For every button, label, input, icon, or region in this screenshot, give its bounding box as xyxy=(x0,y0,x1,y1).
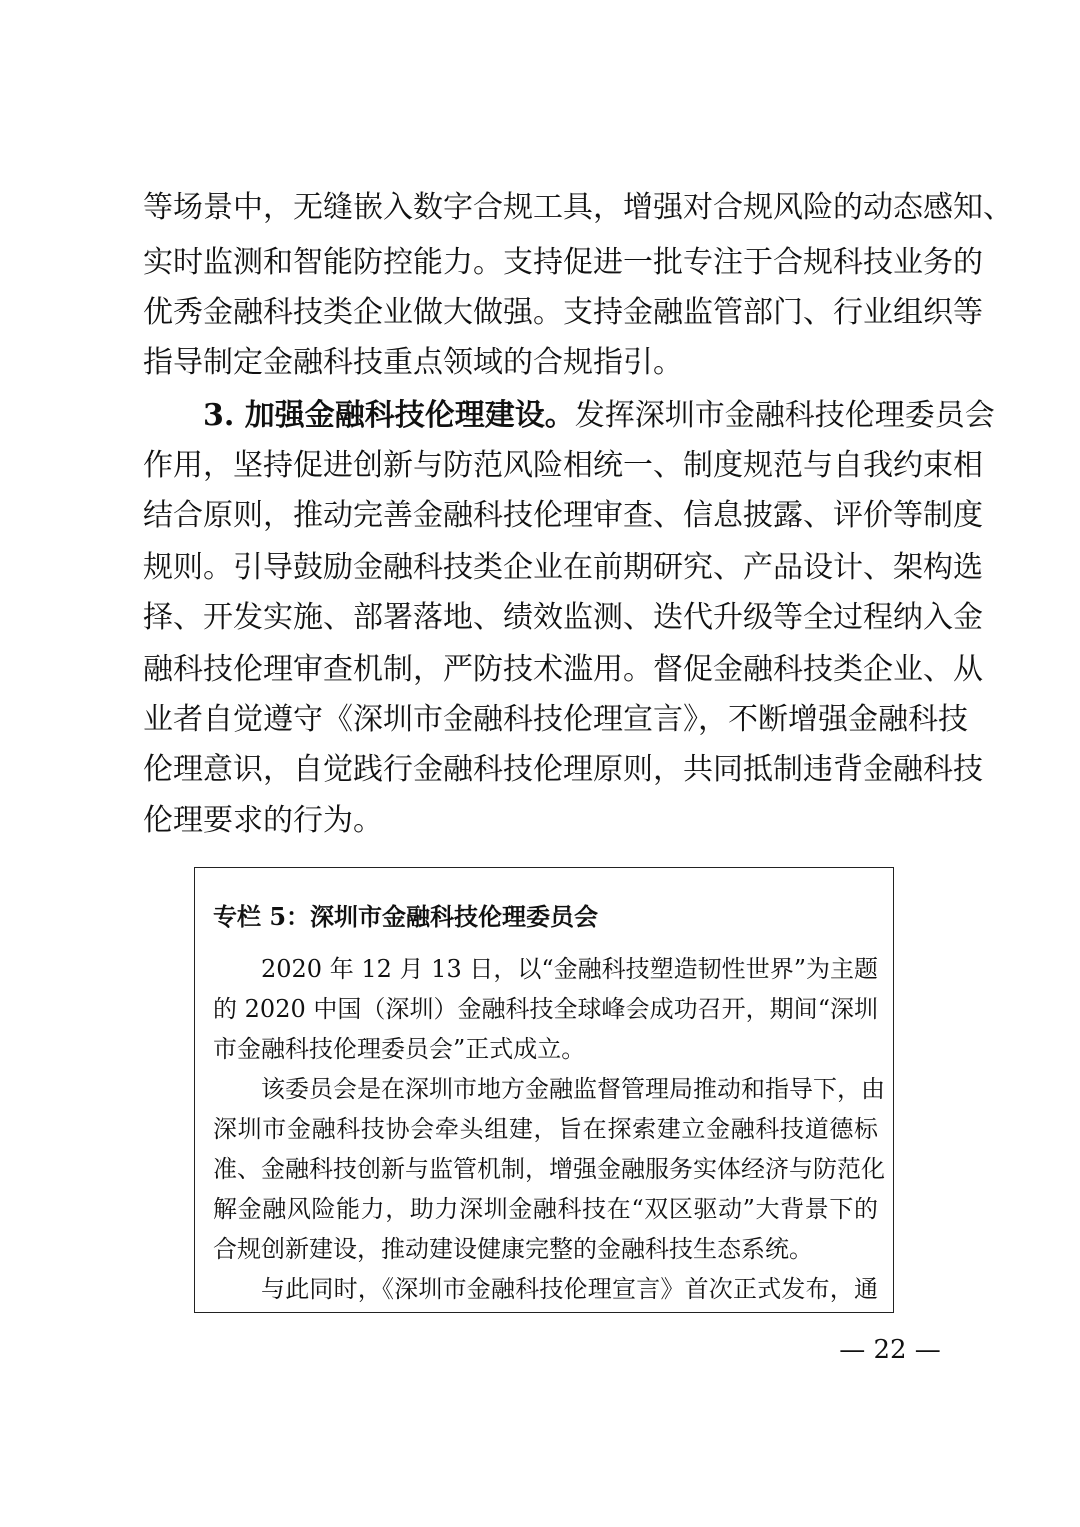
body-line: 融科技伦理审查机制，严防技术滥用。督促金融科技类企业、从 xyxy=(143,652,983,687)
column-box-line: 深圳市金融科技协会牵头组建，旨在探索建立金融科技道德标 xyxy=(213,1115,878,1143)
column-box-line: 的 2020 中国（深圳）金融科技全球峰会成功召开，期间“深圳 xyxy=(213,995,878,1023)
column-box-line: 市金融科技伦理委员会”正式成立。 xyxy=(213,1035,586,1063)
column-box-line: 该委员会是在深圳市地方金融监督管理局推动和指导下，由 xyxy=(261,1075,885,1103)
body-line: 作用，坚持促进创新与防范风险相统一、制度规范与自我约束相 xyxy=(143,448,983,483)
body-line: 规则。引导鼓励金融科技类企业在前期研究、产品设计、架构选 xyxy=(143,550,983,585)
section-heading: 3. 加强金融科技伦理建设。 xyxy=(203,398,575,433)
body-line: 优秀金融科技类企业做大做强。支持金融监管部门、行业组织等 xyxy=(143,295,983,330)
body-line: 择、开发实施、部署落地、绩效监测、迭代升级等全过程纳入金 xyxy=(143,600,983,635)
column-box-title: 专栏 5：深圳市金融科技伦理委员会 xyxy=(213,902,599,931)
section-heading-line xyxy=(203,396,995,436)
body-line: 指导制定金融科技重点领域的合规指引。 xyxy=(143,345,683,380)
body-line: 业者自觉遵守《深圳市金融科技伦理宣言》，不断增强金融科技 xyxy=(143,702,968,737)
column-box-border xyxy=(194,867,894,1313)
body-line: 伦理意识，自觉践行金融科技伦理原则，共同抵制违背金融科技 xyxy=(143,752,983,787)
page-number: — 22 — xyxy=(839,1335,941,1365)
section-heading-rest: 发挥深圳市金融科技伦理委员会 xyxy=(574,398,995,433)
column-box-line: 与此同时，《深圳市金融科技伦理宣言》首次正式发布，通 xyxy=(261,1275,878,1303)
body-line: 实时监测和智能防控能力。支持促进一批专注于合规科技业务的 xyxy=(143,245,983,280)
column-box-line: 2020 年 12 月 13 日，以“金融科技塑造韧性世界”为主题 xyxy=(261,955,878,983)
body-line: 等场景中，无缝嵌入数字合规工具，增强对合规风险的动态感知、 xyxy=(143,190,1013,225)
column-box-line: 准、金融科技创新与监管机制，增强金融服务实体经济与防范化 xyxy=(213,1155,885,1183)
body-line: 伦理要求的行为。 xyxy=(143,803,383,838)
body-line: 结合原则，推动完善金融科技伦理审查、信息披露、评价等制度 xyxy=(143,498,983,533)
column-box-line: 合规创新建设，推动建设健康完整的金融科技生态系统。 xyxy=(213,1235,813,1263)
column-box-line: 解金融风险能力，助力深圳金融科技在“双区驱动”大背景下的 xyxy=(213,1195,878,1223)
